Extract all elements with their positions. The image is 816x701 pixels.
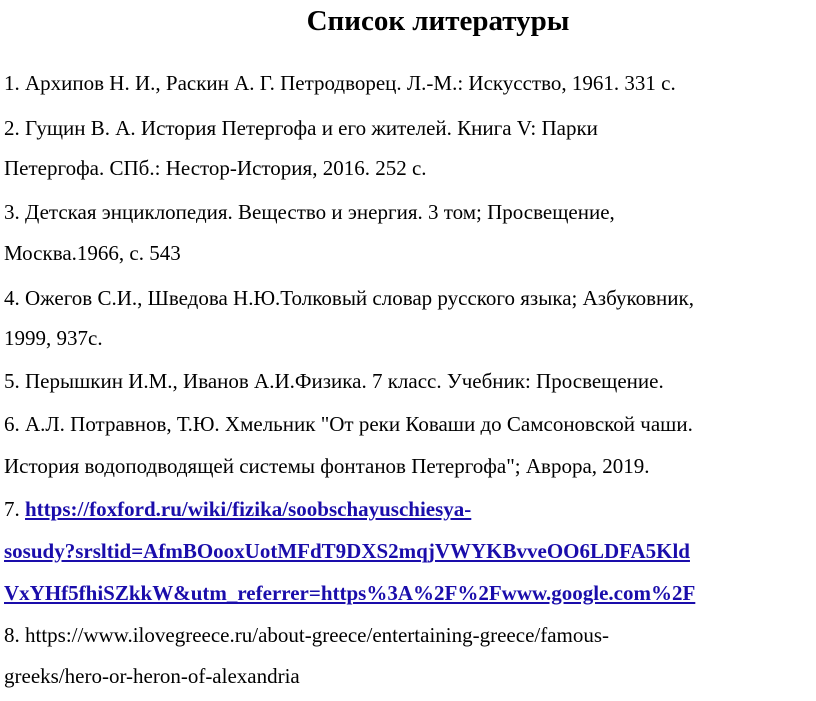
- reference-8-line-2: greeks/hero-or-heron-of-alexandria: [4, 664, 300, 688]
- reference-6-line-2: История водоподводящей системы фонтанов Петергофа"; Аврора, 2019.: [4, 454, 650, 478]
- reference-4-line-1: 4. Ожегов С.И., Шведова Н.Ю.Толковый словар русского языка; Азбуковник,: [4, 286, 694, 310]
- reference-3-line-1: 3. Детская энциклопедия. Вещество и энергия. 3 том; Просвещение,: [4, 200, 615, 224]
- reference-7-number: 7.: [4, 497, 25, 521]
- reference-6-line-1: 6. А.Л. Потравнов, Т.Ю. Хмельник "От реки Коваши до Самсоновской чаши.: [4, 412, 693, 436]
- reference-7-link-part-3[interactable]: VxYHf5fhiSZkkW&utm_referrer=https%3A%2F%2Fwww.google.com%2F: [4, 581, 696, 605]
- reference-7-link-part-2[interactable]: sosudy?srsltid=AfmBOooxUotMFdT9DXS2mqjVWYKBvveOO6LDFA5Kld: [4, 539, 690, 563]
- reference-4-line-2: 1999, 937с.: [4, 326, 103, 350]
- page-title: Список литературы: [306, 5, 570, 37]
- reference-5: 5. Перышкин И.М., Иванов А.И.Физика. 7 класс. Учебник: Просвещение.: [4, 369, 664, 393]
- reference-7-line-1: [4, 496, 471, 522]
- reference-1: 1. Архипов Н. И., Раскин А. Г. Петродворец. Л.-М.: Искусство, 1961. 331 с.: [4, 71, 676, 95]
- reference-7-link-part-1[interactable]: https://foxford.ru/wiki/fizika/soobschayuschiesya-: [25, 497, 472, 521]
- reference-7-line-3: [4, 580, 695, 606]
- reference-2-line-2: Петергофа. СПб.: Нестор-История, 2016. 252 с.: [4, 156, 427, 180]
- reference-3-line-2: Москва.1966, с. 543: [4, 241, 181, 265]
- reference-7-line-2: [4, 538, 690, 564]
- reference-2-line-1: 2. Гущин В. А. История Петергофа и его жителей. Книга V: Парки: [4, 116, 598, 140]
- reference-8-line-1: 8. https://www.ilovegreece.ru/about-greece/entertaining-greece/famous-: [4, 623, 610, 647]
